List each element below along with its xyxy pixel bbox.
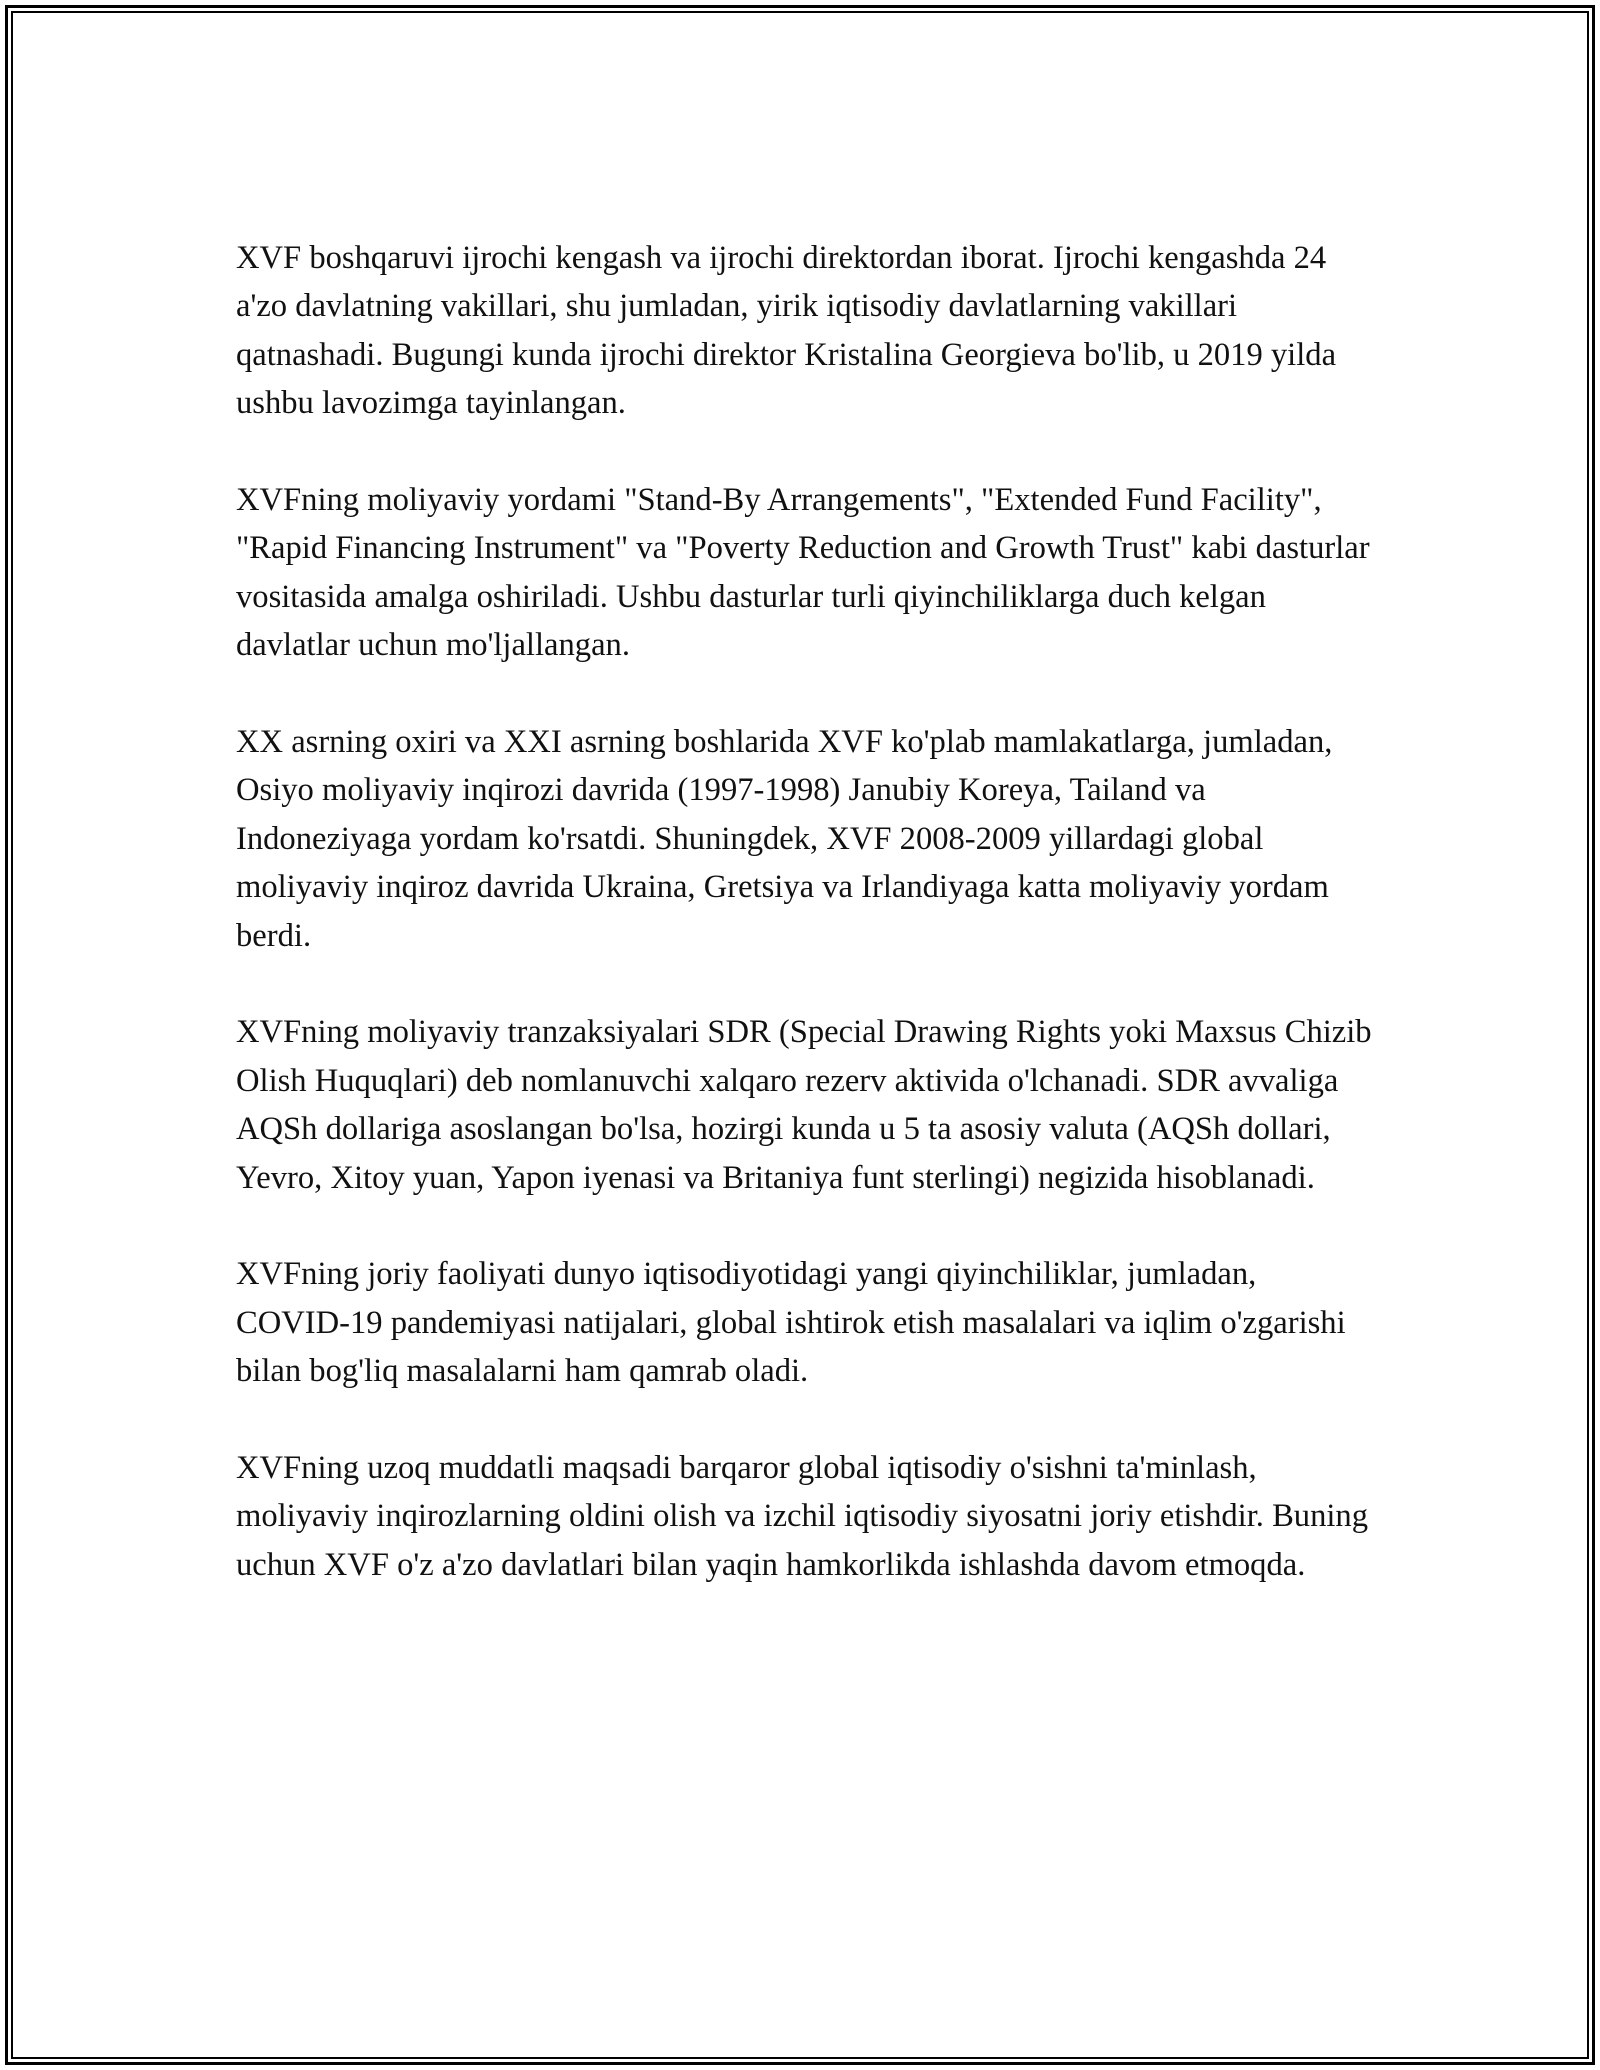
document-body: [236, 234, 1378, 1638]
paragraph-current-activity: XVFning joriy faoliyati dunyo iqtisodiyotidagi yangi qiyinchiliklar, jumladan, COVID-19 pandemiyasi natijalari, global ishtirok etish masalalari va iqlim o'zgarishi bilan bog'liq masalalarni ham qamrab oladi.: [236, 1256, 1346, 1390]
paragraph-history: XX asrning oxiri va XXI asrning boshlarida XVF ko'plab mamlakatlarga, jumladan, Osiyo moliyaviy inqirozi davrida (1997-1998) Janubiy Koreya, Tailand va Indoneziyaga yordam ko'rsatdi. Shuningdek, XVF 2008-2009 yillardagi global moliyaviy inqiroz davrida Ukraina, Gretsiya va Irlandiyaga katta moliyaviy yordam berdi.: [236, 724, 1333, 954]
paragraph-long-term-goal: XVFning uzoq muddatli maqsadi barqaror global iqtisodiy o'sishni ta'minlash, moliyaviy inqirozlarning oldini olish va izchil iqtisodiy siyosatni joriy etishdir. Buning uchun XVF o'z a'zo davlatlari bilan yaqin hamkorlikda ishlashda davom etmoqda.: [236, 1450, 1369, 1583]
paragraph-programs: XVFning moliyaviy yordami "Stand-By Arrangements", "Extended Fund Facility", "Rapid Financing Instrument" va "Poverty Reduction and Growth Trust" kabi dasturlar vositasida amalga oshiriladi. Ushbu dasturlar turli qiyinchiliklarga duch kelgan davlatlar uchun mo'ljallangan.: [236, 482, 1370, 664]
paragraph-governance: XVF boshqaruvi ijrochi kengash va ijrochi direktordan iborat. Ijrochi kengashda 24 a'zo davlatning vakillari, shu jumladan, yirik iqtisodiy davlatlarning vakillari qatnashadi. Bugungi kunda ijrochi direktor Kristalina Georgieva bo'lib, u 2019 yilda ushbu lavozimga tayinlangan.: [236, 240, 1337, 422]
paragraph-sdr: XVFning moliyaviy tranzaksiyalari SDR (Special Drawing Rights yoki Maxsus Chizib Olish Huquqlari) deb nomlanuvchi xalqaro rezerv aktivida o'lchanadi. SDR avvaliga AQSh dollariga asoslangan bo'lsa, hozirgi kunda u 5 ta asosiy valuta (AQSh dollari, Yevro, Xitoy yuan, Yapon iyenasi va Britaniya funt sterlingi) negizida hisoblanadi.: [236, 1014, 1372, 1196]
